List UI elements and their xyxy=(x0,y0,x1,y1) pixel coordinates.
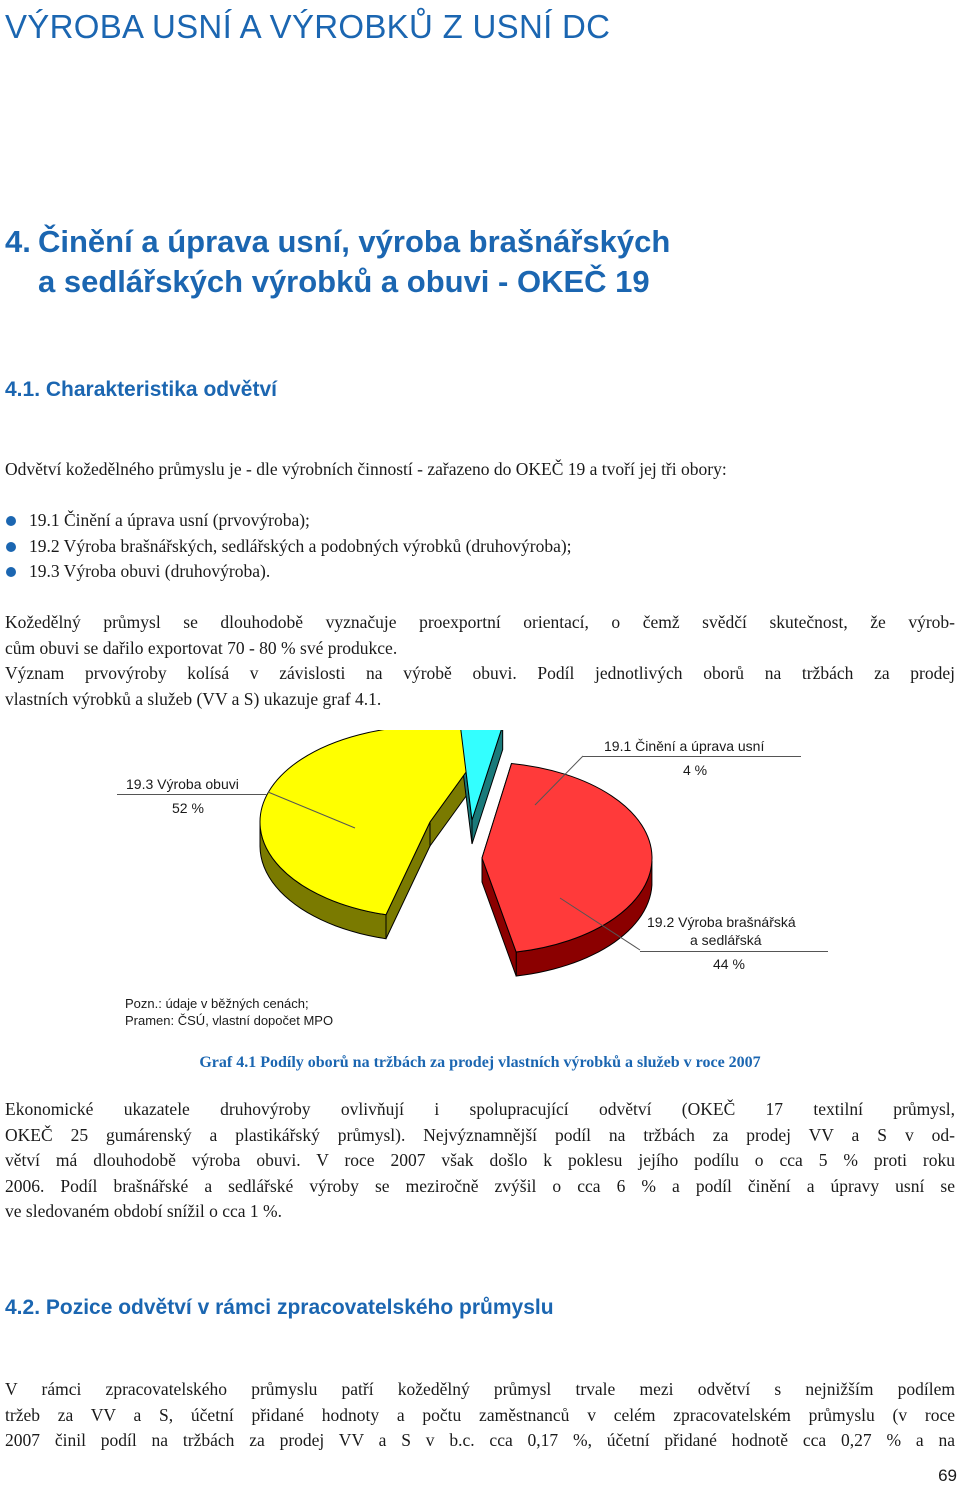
label-brasnarska-line2: a sedlářská xyxy=(690,932,762,948)
label-cineni-pct: 4 % xyxy=(683,762,708,778)
label-underline xyxy=(583,756,801,757)
chapter-title-line2: a sedlářských výrobků a obuvi - OKEČ 19 xyxy=(38,264,650,299)
section-title-4-2: 4.2. Pozice odvětví v rámci zpracovatelského průmyslu xyxy=(5,1296,554,1319)
label-vyroba-obuvi: 19.3 Výroba obuvi xyxy=(126,776,239,792)
list-item xyxy=(5,508,572,534)
paragraph-line: V rámci zpracovatelského průmyslu patří kožedělný průmysl trvale mezi odvětví s nejnižším podílem xyxy=(5,1379,955,1399)
pie-chart xyxy=(0,730,960,980)
list-item xyxy=(5,534,572,560)
figure-caption: Graf 4.1 Podíly oborů na tržbách za prodej vlastních výrobků a služeb v roce 2007 xyxy=(199,1054,761,1071)
label-cineni: 19.1 Činění a úprava usní xyxy=(604,738,765,754)
list-item xyxy=(5,559,572,585)
page-number: 69 xyxy=(938,1466,957,1485)
paragraph-line: Význam prvovýroby kolísá v závislosti na výrobě obuvi. Podíl jednotlivých oborů na tržbách za prodej xyxy=(5,663,955,683)
list-item-text: 19.3 Výroba obuvi (druhovýroba). xyxy=(29,561,271,581)
label-underline xyxy=(117,794,267,795)
label-brasnarska-line1: 19.2 Výroba brašnářská xyxy=(647,914,796,930)
paragraph-line: ve sledovaném období snížil o cca 1 %. xyxy=(5,1201,283,1221)
intro-paragraph: Odvětví kožedělného průmyslu je - dle výrobních činností - zařazeno do OKEČ 19 a tvoří jej tři obory: xyxy=(5,459,727,479)
chapter-title-line1: Činění a úprava usní, výroba brašnářských xyxy=(38,224,671,259)
list-item-text: 19.2 Výroba brašnářských, sedlářských a podobných výrobků (druhovýroba); xyxy=(29,535,572,556)
share-paragraph xyxy=(5,661,955,712)
economic-paragraph xyxy=(5,1097,955,1225)
bullet-icon xyxy=(6,567,16,577)
paragraph-line: vlastních výrobků a služeb (VV a S) ukazuje graf 4.1. xyxy=(5,688,382,709)
paragraph-line: větví má dlouhodobě výroba obuvi. V roce 2007 však došlo k poklesu jejího podílu o cca 5 % proti roku xyxy=(5,1150,955,1170)
position-paragraph xyxy=(5,1377,955,1454)
label-brasnarska-pct: 44 % xyxy=(713,956,745,972)
paragraph-line: Ekonomické ukazatele druhovýroby ovlivňují i spolupracující odvětví (OKEČ 17 textilní průmysl, xyxy=(5,1099,955,1119)
page-header-title: VÝROBA USNÍ A VÝROBKŮ Z USNÍ DC xyxy=(5,8,611,45)
chapter-title xyxy=(5,222,945,302)
chart-source: Pramen: ČSÚ, vlastní dopočet MPO xyxy=(125,1013,334,1028)
paragraph-line: 2006. Podíl brašnářské a sedlářské výroby se meziročně zvýšil o cca 6 % a podíl činění a úpravy usní se xyxy=(5,1175,955,1196)
export-paragraph xyxy=(5,610,955,661)
bullet-icon xyxy=(6,542,16,552)
section-title-4-1: 4.1. Charakteristika odvětví xyxy=(5,378,277,401)
label-underline xyxy=(640,951,828,952)
pie-group xyxy=(260,730,652,976)
bullet-icon xyxy=(6,516,16,526)
chart-note: Pozn.: údaje v běžných cenách; xyxy=(125,996,309,1011)
chapter-number: 4. xyxy=(5,224,31,259)
paragraph-line: OKEČ 25 gumárenský a plastikářský průmysl). Nejvýznamnější podíl na tržbách za prodej VV a S v od- xyxy=(5,1124,955,1145)
list-item-text: 19.1 Činění a úprava usní (prvovýroba); xyxy=(29,510,310,530)
paragraph-line: 2007 činil podíl na tržbách za prodej VV a S v b.c. cca 0,17 %, účetní přidané hodnotě cca 0,27 % a na xyxy=(5,1430,955,1450)
label-vyroba-obuvi-pct: 52 % xyxy=(172,800,204,816)
industry-branches-list xyxy=(5,508,572,585)
paragraph-line: cům obuvi se dařilo exportovat 70 - 80 % své produkce. xyxy=(5,637,398,658)
paragraph-line: Kožedělný průmysl se dlouhodobě vyznačuje proexportní orientací, o čemž svědčí skutečnost, že výrob- xyxy=(5,612,955,632)
paragraph-line: tržeb za VV a S, účetní přidané hodnoty a počtu zaměstnanců v celém zpracovatelském průmyslu (v roce xyxy=(5,1404,955,1425)
